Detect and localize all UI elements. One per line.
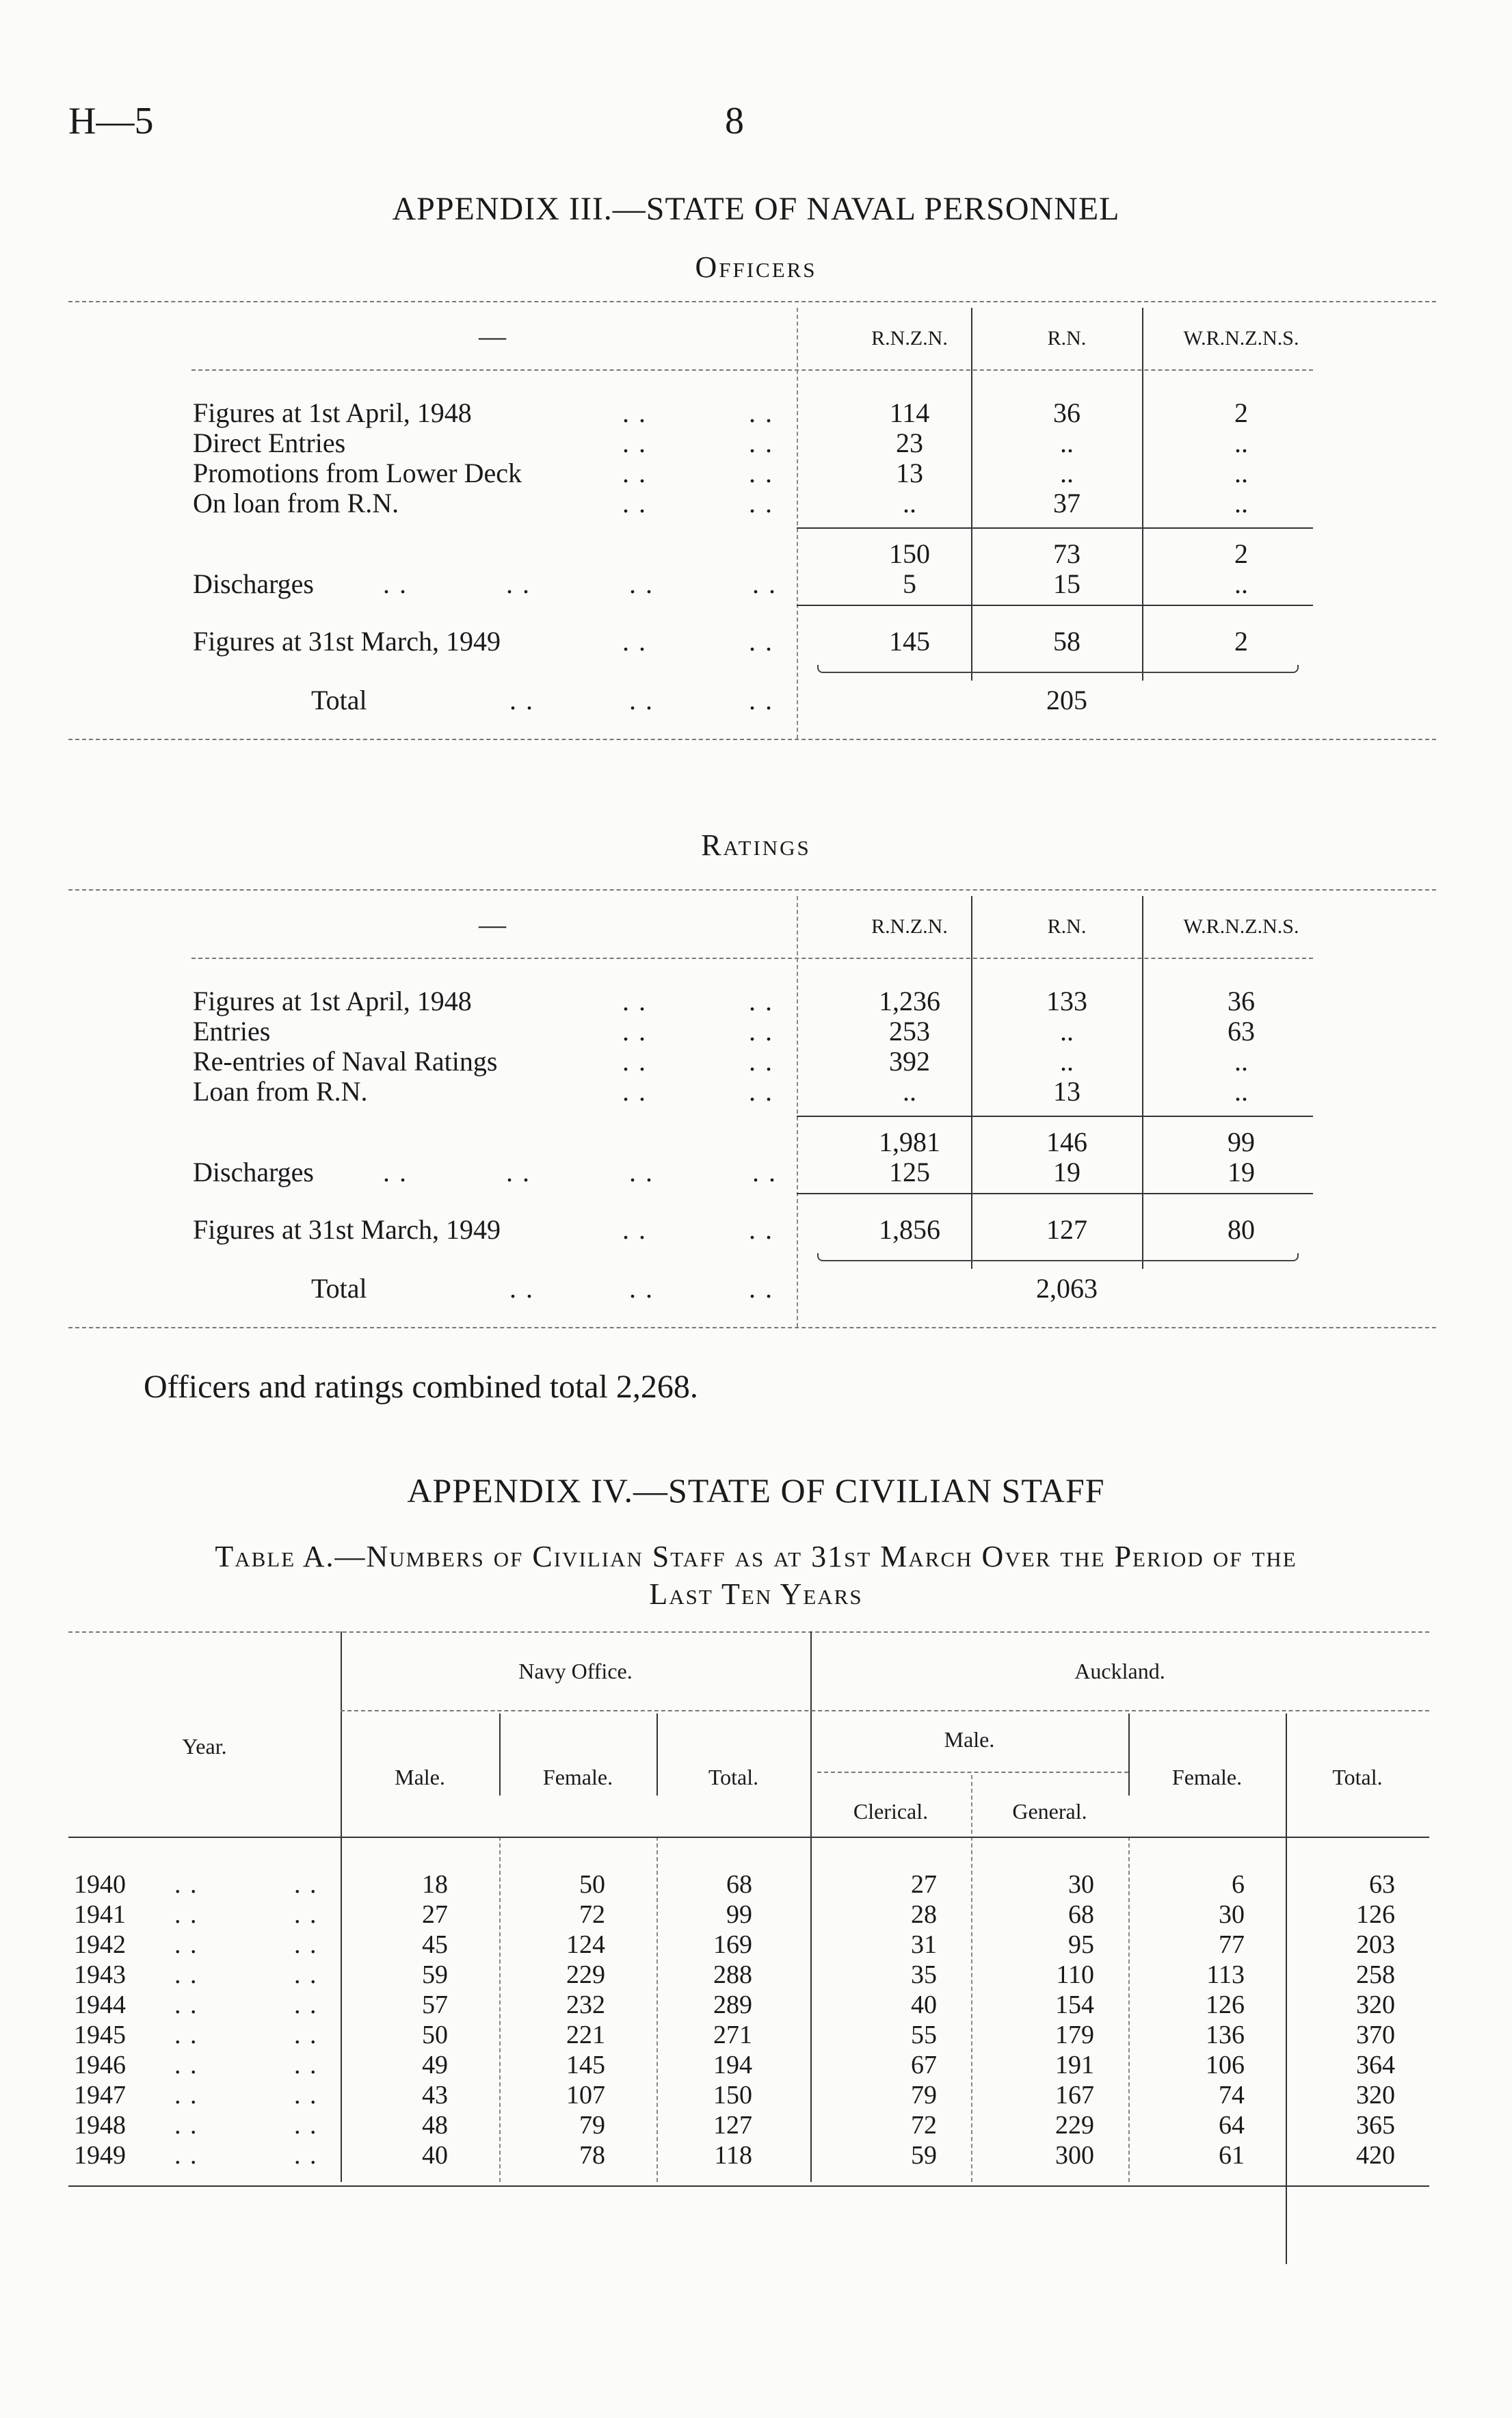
header-auckland-male: Male.: [944, 1727, 995, 1752]
row-label: Direct Entries: [193, 428, 346, 458]
leader-dots: . .: [294, 1960, 318, 1989]
table-cell: 179: [1055, 2021, 1094, 2049]
table-cell: 169: [713, 1930, 752, 1959]
leader-dots: . .: [749, 986, 773, 1016]
male-subrule: [817, 1772, 1128, 1773]
cell-value: ..: [903, 1076, 916, 1107]
table-cell: 258: [1356, 1960, 1395, 1989]
cell-value: 5: [903, 568, 916, 599]
column-header: R.N.: [1047, 915, 1087, 938]
column-divider: [1286, 1713, 1287, 2264]
row-label: Entries: [193, 1016, 271, 1047]
leader-dots: . .: [506, 568, 531, 599]
header-rule: [191, 369, 1313, 371]
table-cell: 27: [911, 1870, 937, 1899]
column-header: W.R.N.Z.N.S.: [1183, 915, 1299, 938]
table-cell: 63: [1369, 1870, 1395, 1899]
total-brace: [817, 665, 1299, 673]
cell-value: 392: [889, 1046, 930, 1077]
table-cell: 43: [422, 2081, 448, 2110]
row-label: Figures at 31st March, 1949: [193, 1214, 501, 1245]
cell-value: ..: [1234, 458, 1248, 488]
table-cell: 40: [911, 1990, 937, 2019]
table-cell: 167: [1055, 2081, 1094, 2110]
table-cell: 67: [911, 2051, 937, 2079]
table-cell: 113: [1206, 1960, 1245, 1989]
table-cell: 300: [1055, 2141, 1094, 2170]
leader-dots: . .: [629, 1273, 654, 1304]
table-cell: 320: [1356, 1990, 1395, 2019]
leader-dots: . .: [294, 2081, 318, 2110]
leader-dots: . .: [174, 1870, 198, 1899]
row-label: Figures at 1st April, 1948: [193, 397, 472, 428]
leader-dots: . .: [629, 568, 654, 599]
leader-dots: . .: [749, 1046, 773, 1077]
final-value: 127: [1046, 1214, 1087, 1245]
column-header: R.N.: [1047, 327, 1087, 350]
row-label: On loan from R.N.: [193, 488, 399, 518]
leader-dots: . .: [749, 428, 773, 458]
total-label: Total: [311, 1273, 367, 1304]
column-divider: [797, 308, 798, 739]
table-cell: 145: [566, 2051, 605, 2079]
leader-dots: . .: [749, 488, 773, 518]
cell-value: 253: [889, 1016, 930, 1047]
table-cell: 124: [566, 1930, 605, 1959]
leader-dots: . .: [294, 1990, 318, 2019]
year-cell: 1942: [74, 1930, 126, 1959]
leader-dots: . .: [174, 1930, 198, 1959]
leader-dots: . .: [383, 568, 408, 599]
leader-dots: . .: [629, 685, 654, 715]
final-value: 145: [889, 626, 930, 657]
table-cell: 420: [1356, 2141, 1395, 2170]
table-cell: 194: [713, 2051, 752, 2079]
table-cell: 370: [1356, 2021, 1395, 2049]
table-cell: 61: [1219, 2141, 1245, 2170]
table-cell: 365: [1356, 2111, 1395, 2140]
leader-dots: . .: [174, 2021, 198, 2049]
final-value: 80: [1228, 1214, 1255, 1245]
total-value: 2,063: [1036, 1273, 1098, 1304]
dash-header: —: [479, 321, 506, 352]
cell-value: ..: [1060, 428, 1074, 458]
table-cell: 50: [579, 1870, 605, 1899]
leader-dots: . .: [294, 2051, 318, 2079]
cell-value: ..: [1234, 568, 1248, 599]
table-cell: 107: [566, 2081, 605, 2110]
leader-dots: . .: [622, 1046, 647, 1077]
table-cell: 99: [726, 1900, 752, 1929]
row-label: Discharges: [193, 1157, 314, 1187]
table-cell: 150: [713, 2081, 752, 2110]
leader-dots: . .: [294, 2111, 318, 2140]
cell-value: ..: [1060, 1016, 1074, 1047]
cell-value: 13: [896, 458, 923, 488]
header-male: Male.: [395, 1765, 445, 1789]
table-top-rule: [68, 889, 1436, 891]
year-cell: 1945: [74, 2021, 126, 2049]
table-cell: 59: [911, 2141, 937, 2170]
table-cell: 31: [911, 1930, 937, 1959]
leader-dots: . .: [509, 685, 534, 715]
table-cell: 95: [1068, 1930, 1094, 1959]
table-cell: 154: [1055, 1990, 1094, 2019]
table-cell: 49: [422, 2051, 448, 2079]
leader-dots: . .: [749, 1214, 773, 1245]
column-divider: [499, 1837, 501, 2182]
header-bottom-rule: [68, 1837, 1429, 1838]
subtotal-value: 73: [1053, 538, 1080, 569]
leader-dots: . .: [622, 458, 647, 488]
leader-dots: . .: [622, 626, 647, 657]
leader-dots: . .: [749, 458, 773, 488]
cell-value: 114: [889, 397, 930, 428]
table-cell: 40: [422, 2141, 448, 2170]
running-header: H—5: [68, 100, 154, 142]
leader-dots: . .: [383, 1157, 408, 1187]
table-bottom-rule: [68, 739, 1436, 740]
leader-dots: . .: [622, 1214, 647, 1245]
cell-value: 13: [1053, 1076, 1080, 1107]
table-cell: 118: [714, 2141, 752, 2170]
year-cell: 1946: [74, 2051, 126, 2079]
appendix4-title: APPENDIX IV.—STATE OF CIVILIAN STAFF: [407, 1471, 1105, 1510]
table-cell: 136: [1206, 2021, 1245, 2049]
row-label: Discharges: [193, 568, 314, 599]
cell-value: 1,236: [879, 986, 940, 1016]
table-cell: 106: [1206, 2051, 1245, 2079]
table-cell: 57: [422, 1990, 448, 2019]
cell-value: ..: [1234, 1076, 1248, 1107]
year-cell: 1948: [74, 2111, 126, 2140]
table-cell: 110: [1056, 1960, 1094, 1989]
cell-value: 63: [1228, 1016, 1255, 1047]
table-cell: 289: [713, 1990, 752, 2019]
leader-dots: . .: [622, 1016, 647, 1047]
leader-dots: . .: [174, 1960, 198, 1989]
leader-dots: . .: [749, 1076, 773, 1107]
subtotal-rule: [797, 1116, 1313, 1117]
header-female: Female.: [542, 1765, 613, 1789]
cell-value: 15: [1053, 568, 1080, 599]
table-cell: 48: [422, 2111, 448, 2140]
leader-dots: . .: [174, 2051, 198, 2079]
cell-value: ..: [1234, 1046, 1248, 1077]
final-rule: [797, 605, 1313, 606]
year-cell: 1947: [74, 2081, 126, 2110]
row-label: Figures at 31st March, 1949: [193, 626, 501, 657]
column-divider: [341, 1631, 342, 2182]
table-cell: 30: [1068, 1870, 1094, 1899]
cell-value: ..: [1234, 428, 1248, 458]
row-label: Re-entries of Naval Ratings: [193, 1046, 498, 1077]
table-cell: 203: [1356, 1930, 1395, 1959]
header-navy-office: Navy Office.: [518, 1659, 633, 1683]
leader-dots: . .: [174, 2141, 198, 2170]
total-value: 205: [1046, 685, 1087, 715]
table-cell: 28: [911, 1900, 937, 1929]
row-label: Figures at 1st April, 1948: [193, 986, 472, 1016]
final-value: 2: [1234, 626, 1248, 657]
row-label: Loan from R.N.: [193, 1076, 368, 1107]
table-cell: 126: [1206, 1990, 1245, 2019]
table-bottom-rule: [68, 1327, 1436, 1328]
table-cell: 59: [422, 1960, 448, 1989]
column-divider: [1142, 308, 1143, 681]
table-cell: 55: [911, 2021, 937, 2049]
leader-dots: . .: [622, 428, 647, 458]
table-cell: 126: [1356, 1900, 1395, 1929]
leader-dots: . .: [749, 1016, 773, 1047]
table-cell: 288: [713, 1960, 752, 1989]
header-clerical: Clerical.: [853, 1799, 929, 1824]
table-a-title-line2: Last Ten Years: [649, 1577, 863, 1611]
cell-value: ..: [1234, 488, 1248, 518]
cell-value: 19: [1053, 1157, 1080, 1187]
combined-total: Officers and ratings combined total 2,268.: [144, 1369, 698, 1405]
total-brace: [817, 1253, 1299, 1261]
table-cell: 72: [579, 1900, 605, 1929]
header-auckland: Auckland.: [1074, 1659, 1165, 1683]
leader-dots: . .: [629, 1157, 654, 1187]
year-cell: 1944: [74, 1990, 126, 2019]
row-label: Promotions from Lower Deck: [193, 458, 522, 488]
year-cell: 1943: [74, 1960, 126, 1989]
table-cell: 79: [911, 2081, 937, 2110]
leader-dots: . .: [294, 1900, 318, 1929]
leader-dots: . .: [749, 397, 773, 428]
table-cell: 221: [566, 2021, 605, 2049]
table-cell: 68: [1068, 1900, 1094, 1929]
table-cell: 320: [1356, 2081, 1395, 2110]
table-cell: 127: [713, 2111, 752, 2140]
cell-value: 36: [1228, 986, 1255, 1016]
header-auckland-total: Total.: [1332, 1765, 1383, 1789]
subtotal-value: 146: [1046, 1127, 1087, 1157]
column-header: R.N.Z.N.: [871, 915, 948, 938]
table-cell: 78: [579, 2141, 605, 2170]
table-cell: 229: [1055, 2111, 1094, 2140]
column-divider: [1128, 1837, 1130, 2182]
table-a-title-line1: Table A.—Numbers of Civilian Staff as at 31st March Over the Period of the: [215, 1540, 1297, 1573]
subtotal-value: 99: [1228, 1127, 1255, 1157]
table-cell: 18: [422, 1870, 448, 1899]
header-total: Total.: [708, 1765, 759, 1789]
subtotal-value: 2: [1234, 538, 1248, 569]
cell-value: 133: [1046, 986, 1087, 1016]
leader-dots: . .: [749, 626, 773, 657]
leader-dots: . .: [174, 2081, 198, 2110]
table-cell: 45: [422, 1930, 448, 1959]
table-top-rule: [68, 301, 1436, 302]
leader-dots: . .: [174, 1900, 198, 1929]
table-cell: 50: [422, 2021, 448, 2049]
officers-title: Officers: [695, 250, 817, 284]
final-value: 58: [1053, 626, 1080, 657]
year-cell: 1949: [74, 2141, 126, 2170]
cell-value: 125: [889, 1157, 930, 1187]
subtotal-value: 150: [889, 538, 930, 569]
leader-dots: . .: [622, 986, 647, 1016]
table-cell: 232: [566, 1990, 605, 2019]
table-cell: 68: [726, 1870, 752, 1899]
leader-dots: . .: [294, 2021, 318, 2049]
leader-dots: . .: [294, 1870, 318, 1899]
subtotal-value: 1,981: [879, 1127, 940, 1157]
column-divider: [810, 1631, 812, 2182]
table-cell: 191: [1055, 2051, 1094, 2079]
table-top-rule: [68, 1631, 1429, 1633]
cell-value: 37: [1053, 488, 1080, 518]
leader-dots: . .: [622, 397, 647, 428]
column-divider: [1142, 896, 1143, 1269]
leader-dots: . .: [506, 1157, 531, 1187]
cell-value: ..: [1060, 458, 1074, 488]
column-header: W.R.N.Z.N.S.: [1183, 327, 1299, 350]
leader-dots: . .: [509, 1273, 534, 1304]
ratings-title: Ratings: [701, 828, 811, 862]
page-number: 8: [725, 100, 744, 142]
header-general: General.: [1012, 1799, 1087, 1824]
table-cell: 30: [1219, 1900, 1245, 1929]
leader-dots: . .: [294, 1930, 318, 1959]
table-cell: 6: [1232, 1870, 1245, 1899]
column-header: R.N.Z.N.: [871, 327, 948, 350]
final-value: 1,856: [879, 1214, 940, 1245]
year-cell: 1941: [74, 1900, 126, 1929]
cell-value: 36: [1053, 397, 1080, 428]
column-divider: [797, 896, 798, 1327]
table-cell: 27: [422, 1900, 448, 1929]
table-cell: 74: [1219, 2081, 1245, 2110]
cell-value: 2: [1234, 397, 1248, 428]
leader-dots: . .: [749, 1273, 773, 1304]
final-rule: [797, 1193, 1313, 1194]
leader-dots: . .: [752, 1157, 777, 1187]
leader-dots: . .: [174, 1990, 198, 2019]
cell-value: ..: [903, 488, 916, 518]
group-rule: [341, 1710, 1429, 1711]
dash-header: —: [479, 909, 506, 940]
header-year: Year.: [182, 1734, 227, 1759]
leader-dots: . .: [622, 488, 647, 518]
table-cell: 64: [1219, 2111, 1245, 2140]
subtotal-rule: [797, 527, 1313, 529]
leader-dots: . .: [174, 2111, 198, 2140]
leader-dots: . .: [749, 685, 773, 715]
year-cell: 1940: [74, 1870, 126, 1899]
cell-value: ..: [1060, 1046, 1074, 1077]
table-cell: 72: [911, 2111, 937, 2140]
table-bottom-rule: [68, 2185, 1429, 2187]
leader-dots: . .: [752, 568, 777, 599]
appendix3-title: APPENDIX III.—STATE OF NAVAL PERSONNEL: [392, 191, 1120, 227]
cell-value: 23: [896, 428, 923, 458]
total-label: Total: [311, 685, 367, 715]
table-cell: 35: [911, 1960, 937, 1989]
table-cell: 271: [713, 2021, 752, 2049]
table-cell: 229: [566, 1960, 605, 1989]
leader-dots: . .: [622, 1076, 647, 1107]
cell-value: 19: [1228, 1157, 1255, 1187]
header-auckland-female: Female.: [1171, 1765, 1243, 1789]
header-rule: [191, 958, 1313, 959]
leader-dots: . .: [294, 2141, 318, 2170]
table-cell: 364: [1356, 2051, 1395, 2079]
table-cell: 77: [1219, 1930, 1245, 1959]
table-cell: 79: [579, 2111, 605, 2140]
